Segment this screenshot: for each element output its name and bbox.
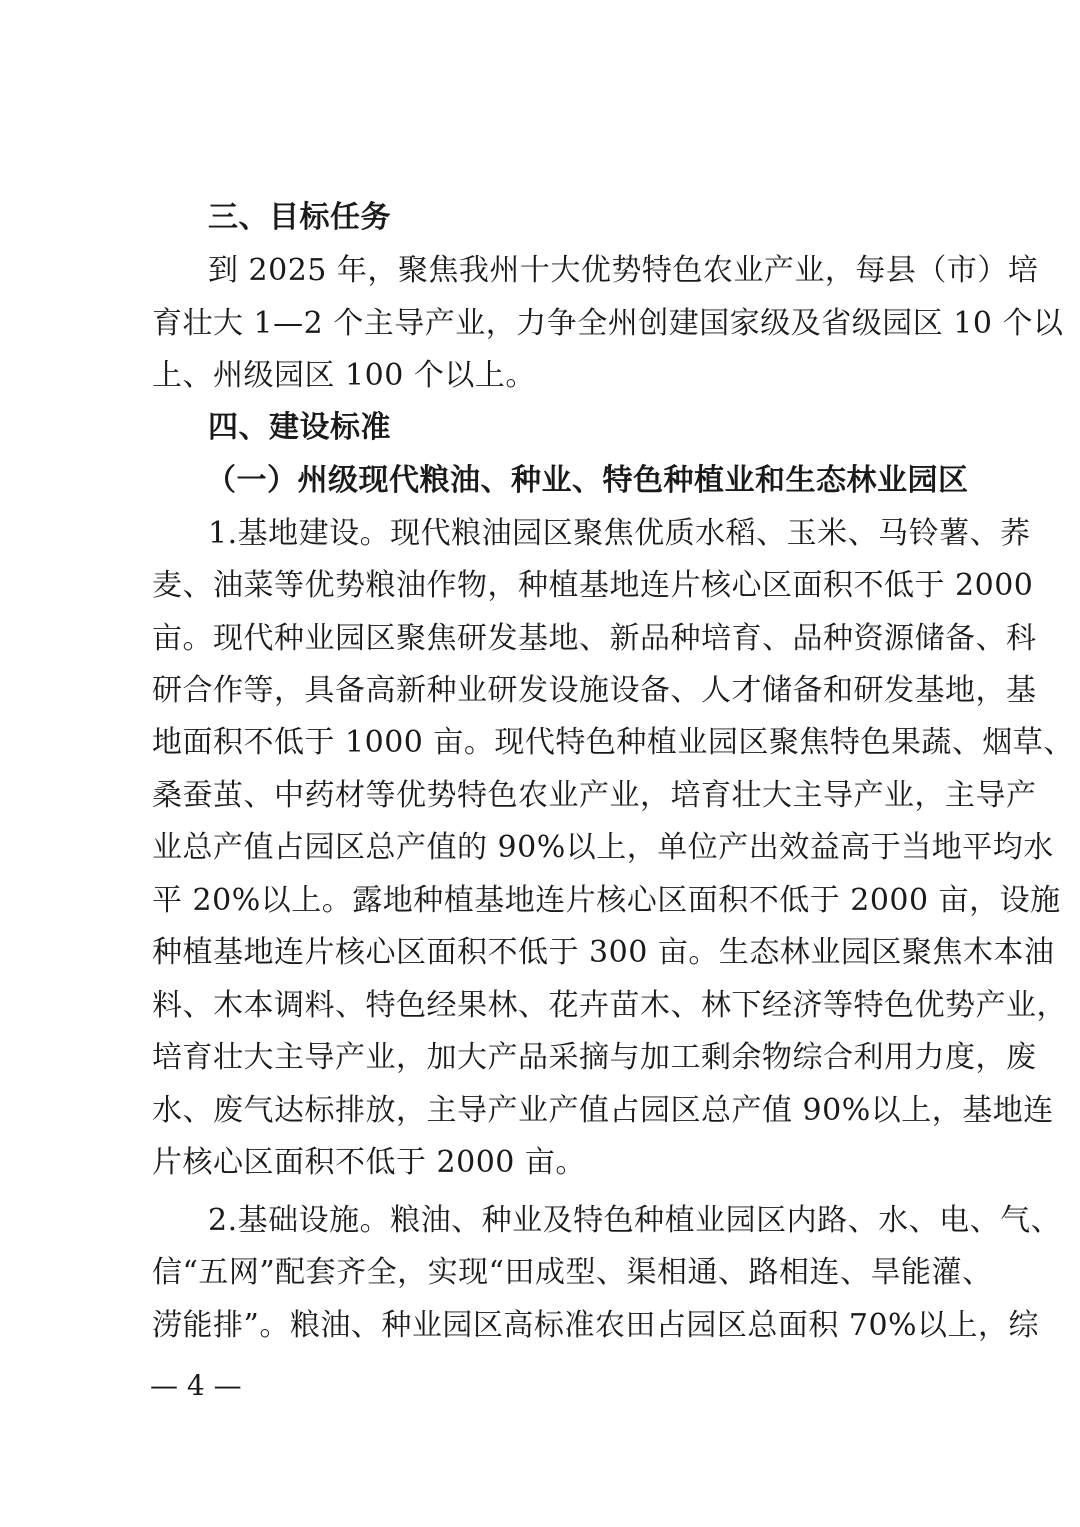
paragraph-line: 业总产值占园区总产值的 90%以上，单位产出效益高于当地平均水 [152, 830, 1054, 865]
sub-heading: （一）州级现代粮油、种业、特色种植业和生态林业园区 [206, 463, 969, 498]
paragraph-line: 上、州级园区 100 个以上。 [152, 358, 536, 393]
paragraph-line: 亩。现代种业园区聚焦研发基地、新品种培育、品种资源储备、科 [152, 621, 1037, 656]
paragraph-line: 到 2025 年，聚焦我州十大优势特色农业产业，每县（市）培 [208, 253, 1039, 288]
paragraph-line: 料、木本调料、特色经果林、花卉苗木、林下经济等特色优势产业， [152, 988, 1067, 1023]
paragraph-line: 片核心区面积不低于 2000 亩。 [152, 1145, 586, 1180]
paragraph-line: 水、废气达标排放，主导产业产值占园区总产值 90%以上，基地连 [152, 1093, 1054, 1128]
paragraph-line: 研合作等，具备高新种业研发设施设备、人才储备和研发基地，基 [152, 673, 1037, 708]
paragraph-line: 育壮大 1—2 个主导产业，力争全州创建国家级及省级园区 10 个以 [152, 306, 1064, 341]
paragraph-line: 1.基地建设。现代粮油园区聚焦优质水稻、玉米、马铃薯、荞 [208, 516, 1031, 551]
paragraph-line: 培育壮大主导产业，加大产品采摘与加工剩余物综合利用力度，废 [152, 1040, 1037, 1075]
paragraph-line: 地面积不低于 1000 亩。现代特色种植业园区聚焦特色果蔬、烟草、 [152, 725, 1074, 760]
page-number: — 4 — [150, 1369, 242, 1402]
paragraph-line: 麦、油菜等优势粮油作物，种植基地连片核心区面积不低于 2000 [152, 568, 1034, 603]
paragraph-line: 信“五网”配套齐全，实现“田成型、渠相通、路相连、旱能灌、 [152, 1255, 993, 1290]
section-heading-standards: 四、建设标准 [208, 410, 391, 445]
paragraph-line: 涝能排”。粮油、种业园区高标准农田占园区总面积 70%以上，综 [152, 1308, 1040, 1343]
paragraph-line: 2.基础设施。粮油、种业及特色种植业园区内路、水、电、气、 [208, 1203, 1062, 1238]
paragraph-line: 种植基地连片核心区面积不低于 300 亩。生态林业园区聚焦木本油 [152, 935, 1055, 970]
section-heading-targets: 三、目标任务 [208, 200, 391, 235]
paragraph-line: 平 20%以上。露地种植基地连片核心区面积不低于 2000 亩，设施 [152, 883, 1061, 918]
paragraph-line: 桑蚕茧、中药材等优势特色农业产业，培育壮大主导产业，主导产 [152, 778, 1037, 813]
